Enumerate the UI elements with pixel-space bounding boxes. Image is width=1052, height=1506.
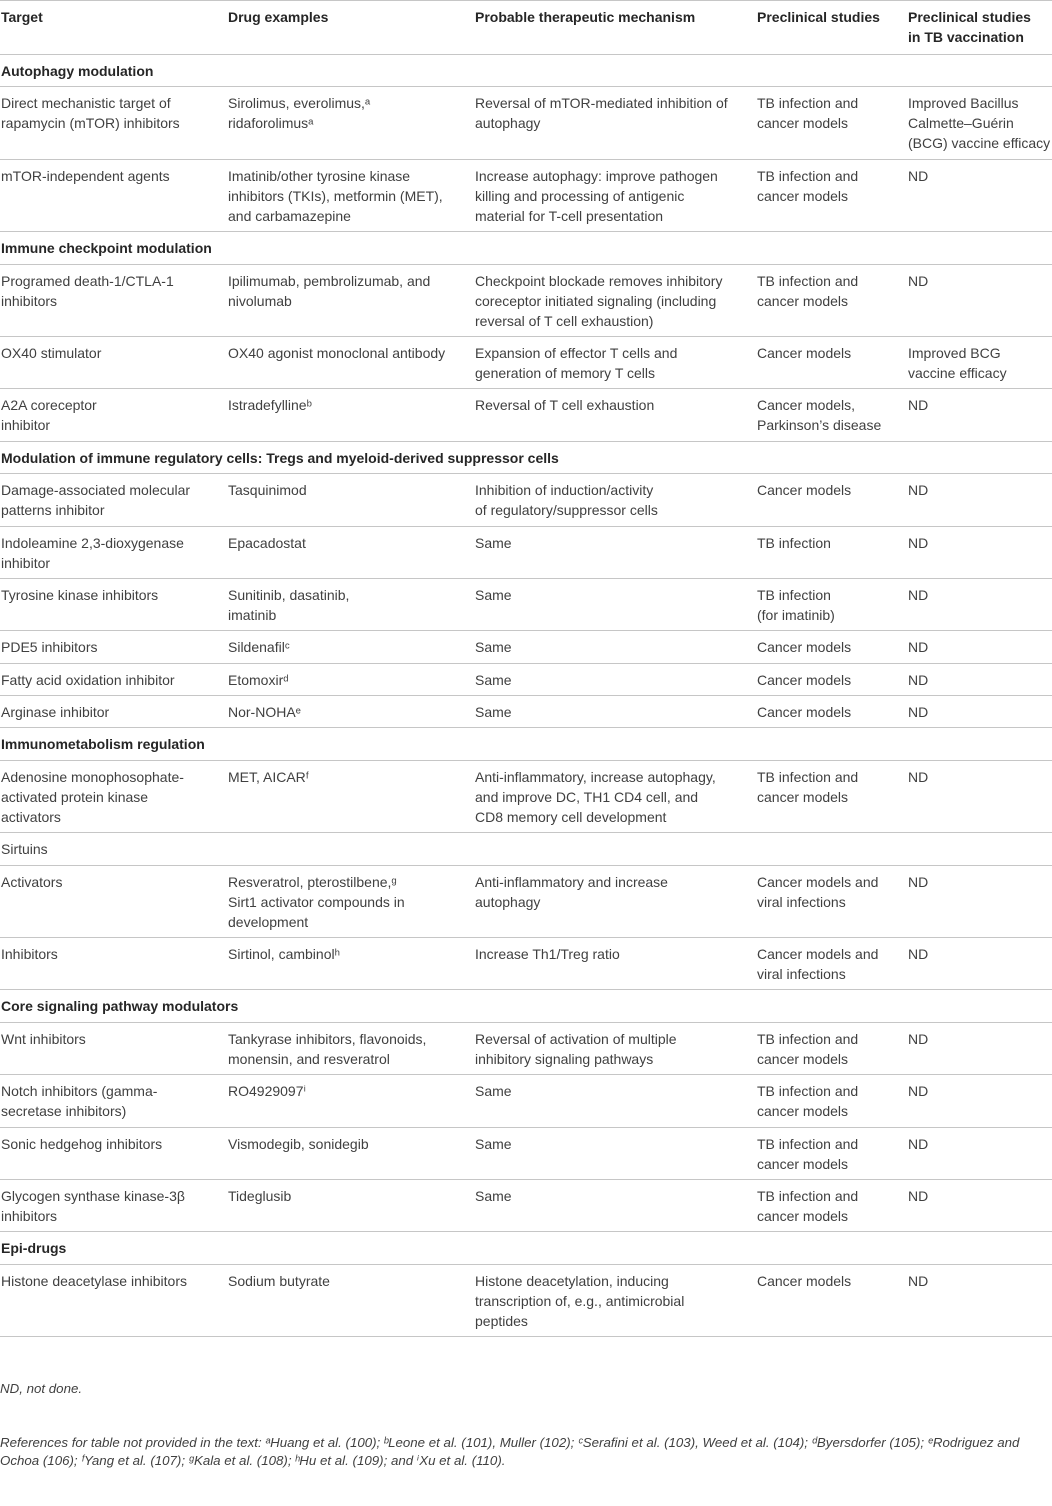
- table-row: [0, 389, 1052, 441]
- table-row: [0, 578, 1052, 630]
- cell-mechanism: Reversal of T cell exhaustion: [475, 389, 757, 441]
- cell-target: Fatty acid oxidation inhibitor: [0, 663, 228, 695]
- section-title: Immune checkpoint modulation: [0, 232, 1052, 264]
- cell-preclinical-studies: Cancer models, Parkinson’s disease: [757, 389, 908, 441]
- section-header-row: [0, 1232, 1052, 1264]
- cell-preclinical-studies: Cancer models and viral infections: [757, 865, 908, 937]
- cell-drug-examples: OX40 agonist monoclonal antibody: [228, 336, 475, 388]
- cell-tb-vaccination: ND: [908, 696, 1052, 728]
- cell-tb-vaccination: Improved BCG vaccine efficacy: [908, 336, 1052, 388]
- cell-drug-examples: Sirolimus, everolimus,ᵃ ridaforolimusᵃ: [228, 87, 475, 159]
- cell-tb-vaccination: ND: [908, 1022, 1052, 1074]
- cell-tb-vaccination: ND: [908, 526, 1052, 578]
- table-header: [0, 1, 1052, 55]
- cell-tb-vaccination: ND: [908, 1075, 1052, 1127]
- column-header-drug-examples: Drug examples: [228, 1, 475, 55]
- cell-mechanism: Increase Th1/Treg ratio: [475, 938, 757, 990]
- cell-mechanism: Same: [475, 1075, 757, 1127]
- cell-target: Programed death-1/CTLA-1 inhibitors: [0, 264, 228, 336]
- cell-mechanism: Reversal of mTOR-mediated inhibition of autophagy: [475, 87, 757, 159]
- cell-tb-vaccination: ND: [908, 865, 1052, 937]
- table-row: [0, 760, 1052, 832]
- cell-drug-examples: Etomoxirᵈ: [228, 663, 475, 695]
- cell-preclinical-studies: Cancer models and viral infections: [757, 938, 908, 990]
- section-title: Epi-drugs: [0, 1232, 1052, 1264]
- cell-drug-examples: Vismodegib, sonidegib: [228, 1127, 475, 1179]
- section-header-row: [0, 55, 1052, 87]
- table-row: [0, 1022, 1052, 1074]
- cell-tb-vaccination: ND: [908, 631, 1052, 663]
- table-row: [0, 1075, 1052, 1127]
- cell-target: Glycogen synthase kinase-3β inhibitors: [0, 1179, 228, 1231]
- cell-drug-examples: [228, 833, 475, 865]
- section-title: Immunometabolism regulation: [0, 728, 1052, 760]
- table-body: [0, 55, 1052, 1337]
- table-row: [0, 474, 1052, 526]
- cell-target: Notch inhibitors (gamma- secretase inhibitors): [0, 1075, 228, 1127]
- section-header-row: [0, 990, 1052, 1022]
- cell-target: Sonic hedgehog inhibitors: [0, 1127, 228, 1179]
- cell-preclinical-studies: Cancer models: [757, 474, 908, 526]
- cell-preclinical-studies: TB infection and cancer models: [757, 264, 908, 336]
- cell-mechanism: Expansion of effector T cells and generation of memory T cells: [475, 336, 757, 388]
- cell-preclinical-studies: TB infection and cancer models: [757, 1179, 908, 1231]
- cell-mechanism: Anti-inflammatory and increase autophagy: [475, 865, 757, 937]
- section-header-row: [0, 728, 1052, 760]
- table-row: [0, 1264, 1052, 1336]
- cell-drug-examples: Sunitinib, dasatinib, imatinib: [228, 578, 475, 630]
- table-row: [0, 1179, 1052, 1231]
- cell-drug-examples: Istradefyllineᵇ: [228, 389, 475, 441]
- cell-tb-vaccination: ND: [908, 938, 1052, 990]
- cell-preclinical-studies: Cancer models: [757, 631, 908, 663]
- cell-mechanism: Checkpoint blockade removes inhibitory coreceptor initiated signaling (including reversal of T cell exhaustion): [475, 264, 757, 336]
- cell-drug-examples: Sirtinol, cambinolʰ: [228, 938, 475, 990]
- section-header-row: [0, 232, 1052, 264]
- cell-mechanism: Same: [475, 1127, 757, 1179]
- table-row: [0, 264, 1052, 336]
- cell-mechanism: Same: [475, 578, 757, 630]
- cell-tb-vaccination: ND: [908, 578, 1052, 630]
- cell-preclinical-studies: TB infection and cancer models: [757, 760, 908, 832]
- cell-tb-vaccination: Improved Bacillus Calmette–Guérin (BCG) vaccine efficacy: [908, 87, 1052, 159]
- cell-preclinical-studies: TB infection and cancer models: [757, 1075, 908, 1127]
- cell-target: Direct mechanistic target of rapamycin (mTOR) inhibitors: [0, 87, 228, 159]
- header-row: [0, 1, 1052, 55]
- table-footnotes: [0, 1344, 1052, 1506]
- table-row: [0, 526, 1052, 578]
- cell-preclinical-studies: TB infection and cancer models: [757, 87, 908, 159]
- cell-tb-vaccination: ND: [908, 1179, 1052, 1231]
- section-header-row: [0, 441, 1052, 473]
- table-row: [0, 87, 1052, 159]
- cell-preclinical-studies: TB infection: [757, 526, 908, 578]
- cell-mechanism: Same: [475, 526, 757, 578]
- cell-tb-vaccination: [908, 833, 1052, 865]
- cell-mechanism: [475, 833, 757, 865]
- table-row: [0, 1127, 1052, 1179]
- references-note: References for table not provided in the text: ᵃHuang et al. (100); ᵇLeone et al. (101), Muller (102); ᶜSerafini et al. (103), Weed et al. (104); ᵈByersdorfer (105); ᵉRodriguez and Ochoa (106); ᶠYang et al. (107); ᵍKala et al. (108); ʰHu et al. (109); and ⁱXu et al. (110).: [0, 1435, 1020, 1469]
- cell-target: Histone deacetylase inhibitors: [0, 1264, 228, 1336]
- cell-drug-examples: Nor-NOHAᵉ: [228, 696, 475, 728]
- section-title: Core signaling pathway modulators: [0, 990, 1052, 1022]
- cell-tb-vaccination: ND: [908, 474, 1052, 526]
- cell-target: OX40 stimulator: [0, 336, 228, 388]
- cell-target: Wnt inhibitors: [0, 1022, 228, 1074]
- cell-preclinical-studies: Cancer models: [757, 663, 908, 695]
- cell-tb-vaccination: ND: [908, 389, 1052, 441]
- cell-tb-vaccination: ND: [908, 264, 1052, 336]
- cell-target: Tyrosine kinase inhibitors: [0, 578, 228, 630]
- cell-preclinical-studies: Cancer models: [757, 336, 908, 388]
- cell-preclinical-studies: TB infection and cancer models: [757, 1127, 908, 1179]
- cell-drug-examples: RO4929097ⁱ: [228, 1075, 475, 1127]
- cell-mechanism: Same: [475, 696, 757, 728]
- cell-target: Activators: [0, 865, 228, 937]
- cell-preclinical-studies: Cancer models: [757, 1264, 908, 1336]
- cell-tb-vaccination: ND: [908, 663, 1052, 695]
- cell-target: Indoleamine 2,3-dioxygenase inhibitor: [0, 526, 228, 578]
- cell-preclinical-studies: TB infection and cancer models: [757, 1022, 908, 1074]
- cell-target: Damage-associated molecular patterns inhibitor: [0, 474, 228, 526]
- section-title: Modulation of immune regulatory cells: Tregs and myeloid-derived suppressor cells: [0, 441, 1052, 473]
- cell-target: Arginase inhibitor: [0, 696, 228, 728]
- table-row: [0, 336, 1052, 388]
- cell-tb-vaccination: ND: [908, 159, 1052, 231]
- cell-mechanism: Same: [475, 663, 757, 695]
- cell-mechanism: Histone deacetylation, inducing transcription of, e.g., antimicrobial peptides: [475, 1264, 757, 1336]
- cell-drug-examples: MET, AICARᶠ: [228, 760, 475, 832]
- cell-mechanism: Increase autophagy: improve pathogen killing and processing of antigenic material for T-cell presentation: [475, 159, 757, 231]
- cell-target: Inhibitors: [0, 938, 228, 990]
- cell-mechanism: Reversal of activation of multiple inhibitory signaling pathways: [475, 1022, 757, 1074]
- column-header-tb-vaccination: Preclinical studies in TB vaccination: [908, 1, 1052, 55]
- cell-preclinical-studies: TB infection (for imatinib): [757, 578, 908, 630]
- cell-mechanism: Inhibition of induction/activity of regulatory/suppressor cells: [475, 474, 757, 526]
- table-row: [0, 696, 1052, 728]
- cell-tb-vaccination: ND: [908, 760, 1052, 832]
- cell-target: mTOR-independent agents: [0, 159, 228, 231]
- table-row: [0, 833, 1052, 865]
- table-row: [0, 938, 1052, 990]
- column-header-target: Target: [0, 1, 228, 55]
- cell-tb-vaccination: ND: [908, 1264, 1052, 1336]
- column-header-preclinical-studies: Preclinical studies: [757, 1, 908, 55]
- cell-drug-examples: Epacadostat: [228, 526, 475, 578]
- cell-preclinical-studies: TB infection and cancer models: [757, 159, 908, 231]
- cell-drug-examples: Sodium butyrate: [228, 1264, 475, 1336]
- table-row: [0, 663, 1052, 695]
- cell-target: Adenosine monophosophate- activated protein kinase activators: [0, 760, 228, 832]
- cell-tb-vaccination: ND: [908, 1127, 1052, 1179]
- cell-drug-examples: Resveratrol, pterostilbene,ᵍ Sirt1 activator compounds in development: [228, 865, 475, 937]
- cell-preclinical-studies: Cancer models: [757, 696, 908, 728]
- table-row: [0, 159, 1052, 231]
- cell-target: A2A coreceptor inhibitor: [0, 389, 228, 441]
- cell-drug-examples: Tasquinimod: [228, 474, 475, 526]
- cell-target: Sirtuins: [0, 833, 228, 865]
- cell-target: PDE5 inhibitors: [0, 631, 228, 663]
- table-row: [0, 865, 1052, 937]
- cell-mechanism: Same: [475, 631, 757, 663]
- cell-preclinical-studies: [757, 833, 908, 865]
- cell-drug-examples: Sildenafilᶜ: [228, 631, 475, 663]
- cell-drug-examples: Ipilimumab, pembrolizumab, and nivolumab: [228, 264, 475, 336]
- cell-drug-examples: Tankyrase inhibitors, flavonoids, monensin, and resveratrol: [228, 1022, 475, 1074]
- table-row: [0, 631, 1052, 663]
- column-header-mechanism: Probable therapeutic mechanism: [475, 1, 757, 55]
- cell-mechanism: Anti-inflammatory, increase autophagy, and improve DC, TH1 CD4 cell, and CD8 memory cell development: [475, 760, 757, 832]
- section-title: Autophagy modulation: [0, 55, 1052, 87]
- cell-drug-examples: Imatinib/other tyrosine kinase inhibitors (TKIs), metformin (MET), and carbamazepine: [228, 159, 475, 231]
- abbreviation-note: ND, not done.: [0, 1381, 83, 1397]
- cell-mechanism: Same: [475, 1179, 757, 1231]
- cell-drug-examples: Tideglusib: [228, 1179, 475, 1231]
